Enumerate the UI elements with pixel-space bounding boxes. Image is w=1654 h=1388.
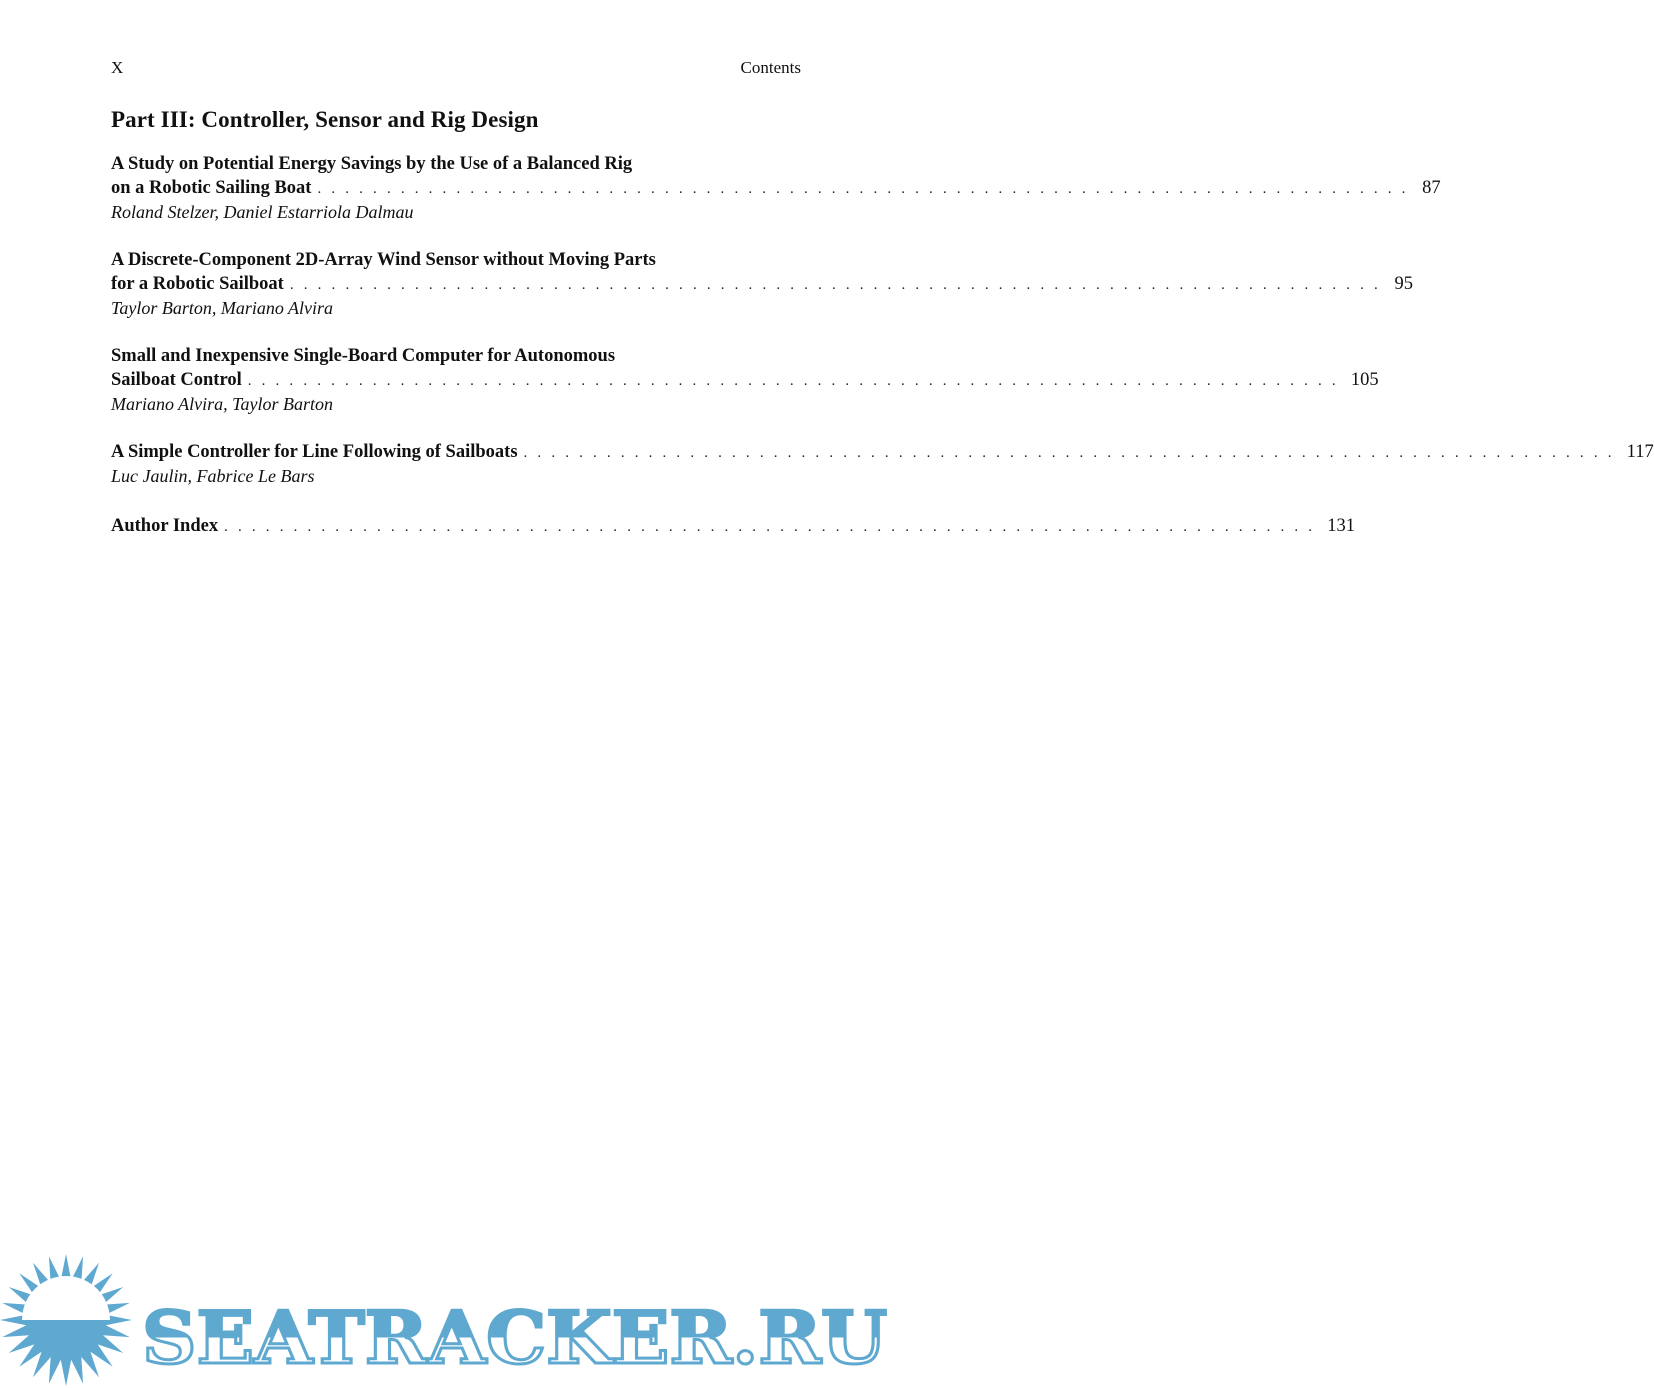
sun-burst-icon bbox=[0, 1254, 132, 1386]
toc-entry[interactable] bbox=[111, 440, 1654, 488]
dot-leader: . . . . . . . . . . . . . . . . . . . . . . . . . . . . . . . . . . . . . . . . . . . . . . . . . . . . . . . . . . . . . . . . . . . . . . . . . . . . . . . bbox=[523, 445, 1615, 461]
dot-leader: . . . . . . . . . . . . . . . . . . . . . . . . . . . . . . . . . . . . . . . . . . . . . . . . . . . . . . . . . . . . . . . . . . . . . . . . . . . . . . . bbox=[247, 373, 1339, 389]
entry-page-number: 131 bbox=[1327, 516, 1355, 536]
entry-leader-line bbox=[111, 514, 1355, 539]
entry-leader-line bbox=[111, 176, 1441, 201]
entry-authors: Luc Jaulin, Fabrice Le Bars bbox=[111, 466, 315, 486]
toc-entry[interactable] bbox=[111, 344, 1379, 416]
running-title: Contents bbox=[740, 58, 801, 77]
entry-title-line-1: A Discrete-Component 2D-Array Wind Sensor without Moving Parts bbox=[111, 250, 656, 270]
entry-title: Author Index bbox=[111, 516, 219, 536]
entry-authors: Taylor Barton, Mariano Alvira bbox=[111, 298, 334, 318]
part-heading: Part III: Controller, Sensor and Rig Design bbox=[111, 107, 539, 132]
running-head bbox=[111, 58, 801, 78]
dot-leader: . . . . . . . . . . . . . . . . . . . . . . . . . . . . . . . . . . . . . . . . . . . . . . . . . . . . . . . . . . . . . . . . . . . . . . . . . . . . . . . bbox=[224, 519, 1316, 535]
watermark-logo bbox=[0, 1252, 915, 1388]
entry-leader-line bbox=[111, 440, 1654, 465]
page-number: X bbox=[111, 58, 124, 77]
entry-title-line-2: for a Robotic Sailboat bbox=[111, 274, 284, 294]
entry-title: A Simple Controller for Line Following of Sailboats bbox=[111, 442, 518, 462]
entry-leader-line bbox=[111, 272, 1413, 297]
entry-page-number: 95 bbox=[1394, 274, 1413, 294]
entry-authors: Roland Stelzer, Daniel Estarriola Dalmau bbox=[111, 202, 414, 222]
entry-page-number: 87 bbox=[1422, 178, 1441, 198]
toc-entry-author-index[interactable] bbox=[111, 514, 1355, 539]
toc-entry[interactable] bbox=[111, 248, 1413, 320]
entry-page-number: 117 bbox=[1626, 442, 1654, 462]
entry-title-line-2: on a Robotic Sailing Boat bbox=[111, 178, 312, 198]
entry-title-line-2: Sailboat Control bbox=[111, 370, 242, 390]
watermark-text: SEATRACKER.RU bbox=[142, 1295, 887, 1380]
dot-leader: . . . . . . . . . . . . . . . . . . . . . . . . . . . . . . . . . . . . . . . . . . . . . . . . . . . . . . . . . . . . . . . . . . . . . . . . . . . . . . . bbox=[317, 181, 1409, 197]
table-of-contents bbox=[111, 152, 1654, 563]
toc-entry[interactable] bbox=[111, 152, 1441, 224]
entry-page-number: 105 bbox=[1350, 370, 1379, 390]
entry-title-line-1: Small and Inexpensive Single-Board Computer for Autonomous bbox=[111, 346, 616, 366]
entry-title-line-1: A Study on Potential Energy Savings by the Use of a Balanced Rig bbox=[111, 154, 633, 174]
entry-authors: Mariano Alvira, Taylor Barton bbox=[111, 394, 334, 414]
dot-leader: . . . . . . . . . . . . . . . . . . . . . . . . . . . . . . . . . . . . . . . . . . . . . . . . . . . . . . . . . . . . . . . . . . . . . . . . . . . . . . . bbox=[289, 277, 1381, 293]
entry-leader-line bbox=[111, 368, 1379, 393]
